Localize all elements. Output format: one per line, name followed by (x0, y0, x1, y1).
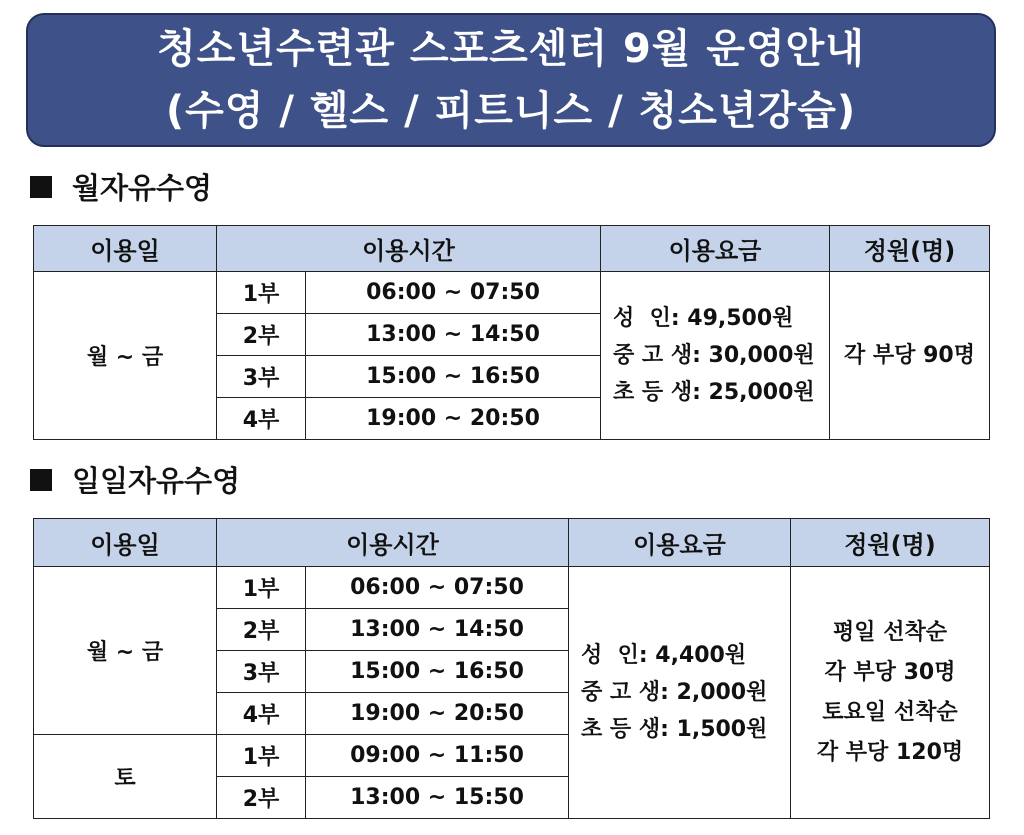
fee-cell (601, 272, 830, 440)
part-cell: 1부 (217, 272, 306, 314)
header-fee: 이용요금 (601, 226, 830, 272)
header-fee: 이용요금 (569, 519, 791, 567)
part-cell: 3부 (217, 356, 306, 398)
table-row (34, 272, 990, 314)
capacity-cell (830, 272, 990, 440)
fee-secondary: 중 고 생: 30,000원 (613, 343, 815, 368)
header-capacity: 정원(명) (791, 519, 990, 567)
header-day: 이용일 (34, 519, 217, 567)
capacity-text: 각 부당 90명 (844, 342, 975, 368)
part-cell: 2부 (217, 777, 306, 819)
time-cell: 06:00 ~ 07:50 (306, 272, 601, 314)
time-cell: 13:00 ~ 14:50 (306, 609, 569, 651)
header-time: 이용시간 (217, 226, 601, 272)
part-cell: 2부 (217, 314, 306, 356)
header-capacity: 정원(명) (830, 226, 990, 272)
section-heading-text: 일일자유수영 (72, 464, 241, 498)
time-cell: 19:00 ~ 20:50 (306, 398, 601, 440)
capacity-weekday-count: 각 부당 30명 (824, 659, 956, 685)
time-cell: 06:00 ~ 07:50 (306, 567, 569, 609)
capacity-saturday-note: 토요일 선착순 (822, 699, 958, 725)
section-heading-daily (30, 459, 240, 500)
time-cell: 13:00 ~ 14:50 (306, 314, 601, 356)
capacity-cell (791, 567, 990, 819)
fee-secondary: 중 고 생: 2,000원 (581, 680, 768, 705)
part-cell: 1부 (217, 735, 306, 777)
table-row (34, 567, 990, 609)
part-cell: 4부 (217, 398, 306, 440)
section-heading-monthly (30, 166, 212, 207)
fee-elementary: 초 등 생: 25,000원 (613, 380, 815, 405)
time-cell: 09:00 ~ 11:50 (306, 735, 569, 777)
header-time: 이용시간 (217, 519, 569, 567)
fee-elementary: 초 등 생: 1,500원 (581, 717, 768, 742)
day-cell: 토 (34, 735, 217, 819)
day-cell: 월 ~ 금 (34, 567, 217, 735)
part-cell: 1부 (217, 567, 306, 609)
part-cell: 2부 (217, 609, 306, 651)
section-heading-text: 월자유수영 (72, 171, 213, 205)
fee-cell (569, 567, 791, 819)
monthly-swim-table (33, 225, 990, 440)
capacity-saturday-count: 각 부당 120명 (816, 739, 964, 765)
part-cell: 3부 (217, 651, 306, 693)
capacity-weekday-note: 평일 선착순 (833, 619, 947, 645)
banner-title-line2: (수영 / 헬스 / 피트니스 / 청소년강습) (165, 88, 857, 134)
black-square-icon (30, 176, 52, 198)
part-cell: 4부 (217, 693, 306, 735)
banner-title-line1: 청소년수련관 스포츠센터 9월 운영안내 (157, 26, 865, 72)
daily-swim-table (33, 518, 990, 819)
time-cell: 15:00 ~ 16:50 (306, 356, 601, 398)
time-cell: 19:00 ~ 20:50 (306, 693, 569, 735)
day-cell: 월 ~ 금 (34, 272, 217, 440)
black-square-icon (30, 469, 52, 491)
time-cell: 13:00 ~ 15:50 (306, 777, 569, 819)
title-banner (26, 13, 996, 147)
header-day: 이용일 (34, 226, 217, 272)
fee-adult: 성 인: 4,400원 (581, 643, 747, 668)
fee-adult: 성 인: 49,500원 (613, 306, 794, 331)
time-cell: 15:00 ~ 16:50 (306, 651, 569, 693)
